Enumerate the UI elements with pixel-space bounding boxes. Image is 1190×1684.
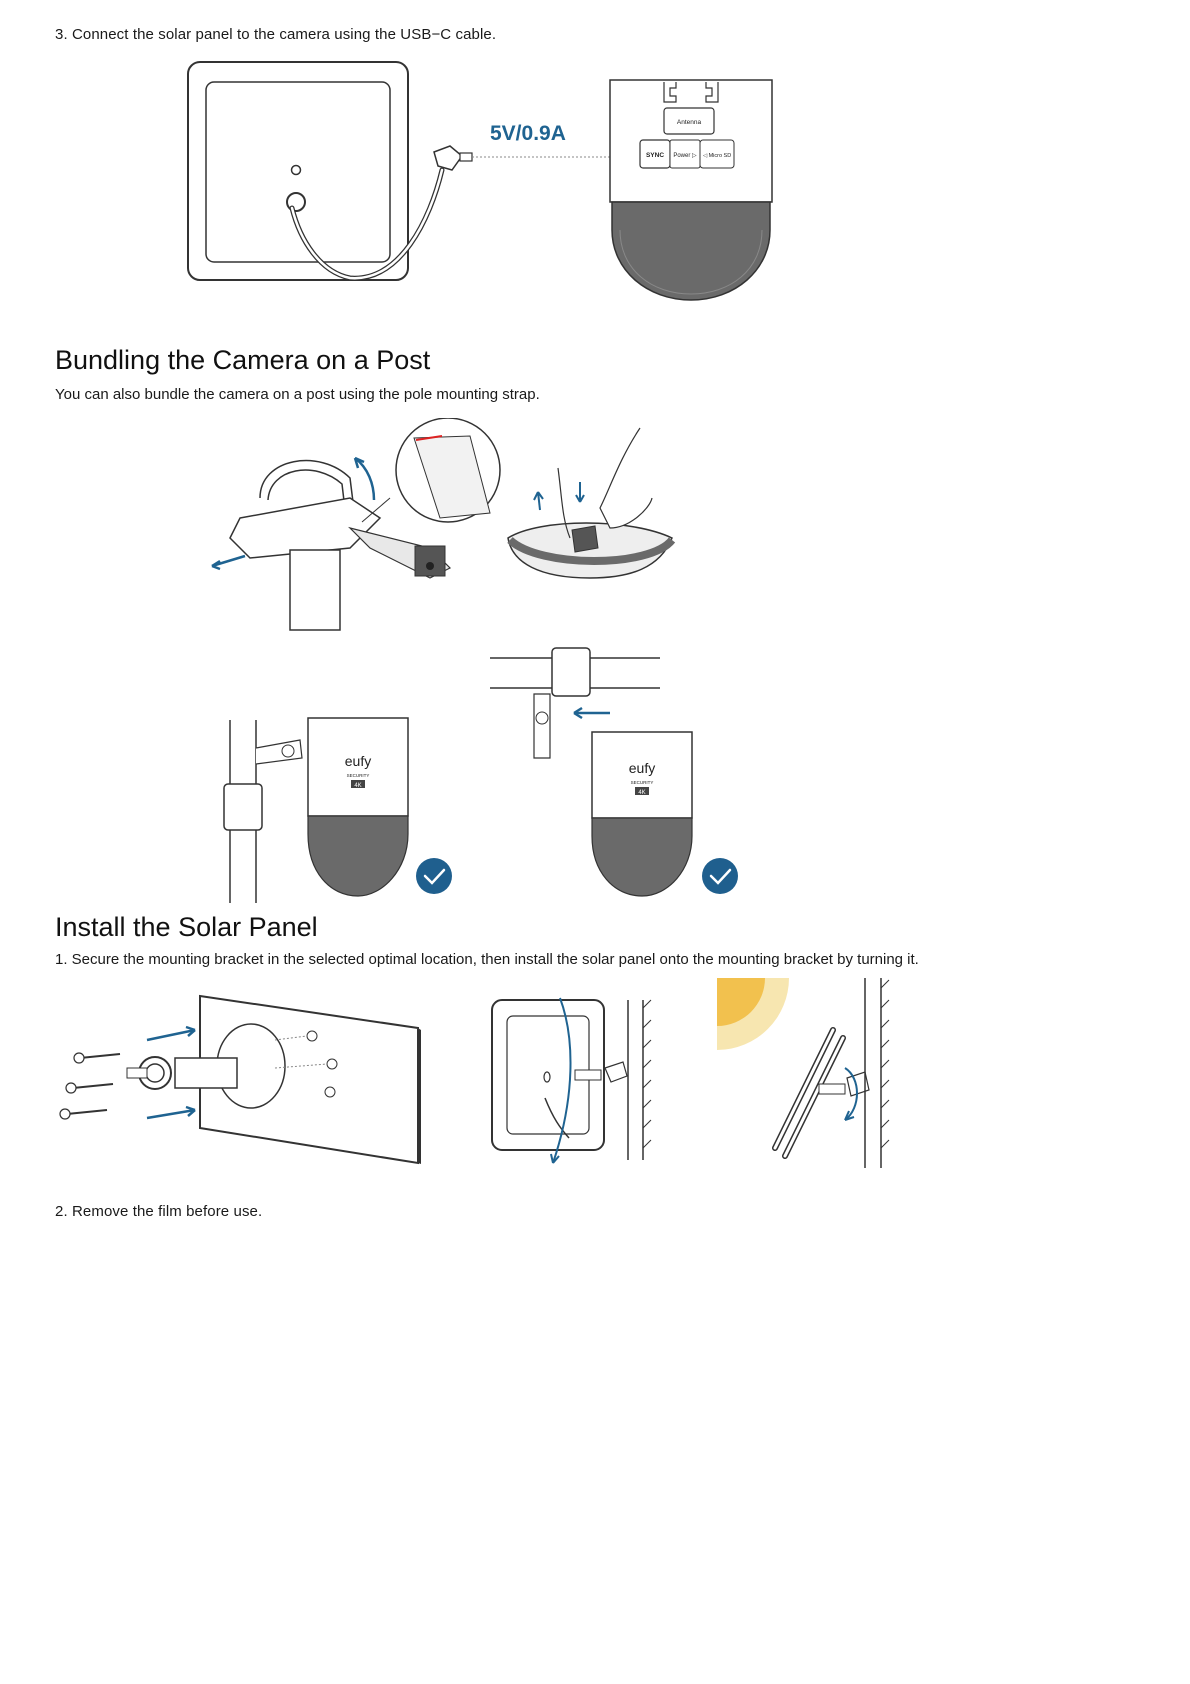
- solar-install-illustration: [55, 978, 915, 1178]
- solar-panel-inner: [206, 82, 390, 262]
- vertical-pole-mount: [224, 718, 452, 903]
- micro-sd-label: ◁ Micro SD: [702, 153, 732, 159]
- usb-c-tip: [460, 153, 472, 161]
- step-3-text: 3. Connect the solar panel to the camera using the USB−C cable.: [55, 26, 497, 43]
- panel-rotate-step: [492, 998, 651, 1163]
- panel-hole: [292, 166, 301, 175]
- check-icon: [416, 858, 452, 894]
- pole-mount-illustration: [190, 418, 750, 903]
- power-label: Power ▷: [673, 153, 697, 159]
- camera-logo-right: eufy: [628, 760, 656, 776]
- camera-dome: [612, 202, 770, 300]
- panel-angle-step: [717, 978, 889, 1168]
- camera-logo-sub-right: SECURITY: [630, 780, 654, 785]
- section-heading-install-solar: Install the Solar Panel: [55, 912, 318, 942]
- solar-panel-camera-connection-illustration: [180, 60, 780, 330]
- section-intro-bundling: You can also bundle the camera on a post using the pole mounting strap.: [55, 386, 540, 403]
- horizontal-pole-mount: [490, 648, 738, 896]
- strap-tighten-step: [508, 428, 672, 578]
- section-heading-bundling: Bundling the Camera on a Post: [55, 345, 431, 375]
- sync-label: SYNC: [645, 152, 665, 159]
- usb-c-plug: [434, 146, 462, 170]
- solar-panel-back: [188, 62, 408, 280]
- camera-logo-sub-left: SECURITY: [346, 773, 370, 778]
- bracket-strap-step: [212, 418, 500, 630]
- install-step-1-text: 1. Secure the mounting bracket in the selected optimal location, then install the solar panel onto the mounting bracket by turning it.: [55, 951, 919, 968]
- install-step-2-text: 2. Remove the film before use.: [55, 1203, 263, 1220]
- pull-arrow: [212, 556, 245, 566]
- check-icon: [702, 858, 738, 894]
- antenna-label: Antenna: [676, 119, 702, 126]
- camera-4k-badge-right: 4K: [638, 790, 646, 796]
- bracket-mount-step: [60, 996, 421, 1164]
- camera-4k-badge-left: 4K: [354, 783, 362, 789]
- camera-logo-left: eufy: [344, 753, 372, 769]
- power-spec-label: 5V/0.9A: [490, 122, 566, 145]
